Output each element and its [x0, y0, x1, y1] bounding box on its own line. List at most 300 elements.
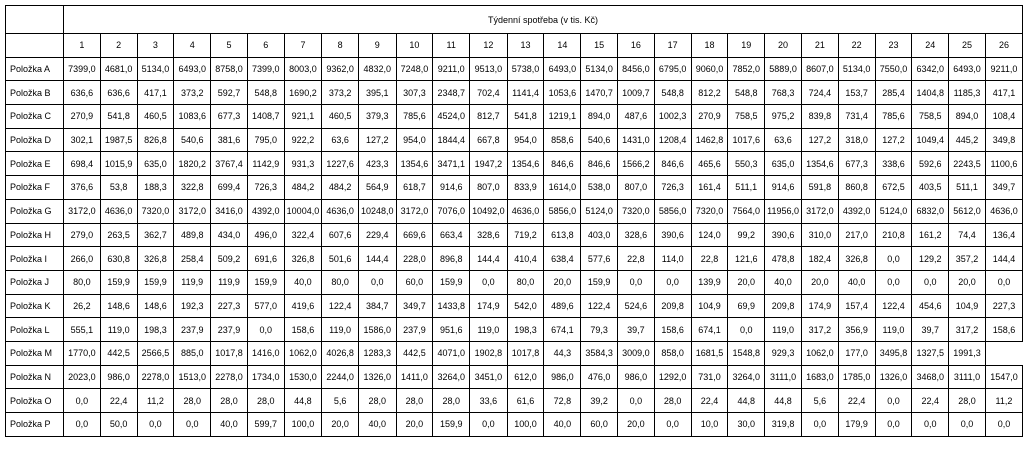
table-cell: 384,7 [359, 294, 397, 318]
table-cell: 635,0 [137, 152, 174, 176]
table-cell: 3009,0 [618, 341, 655, 365]
table-cell: 612,0 [507, 365, 544, 389]
table-cell: 44,8 [765, 389, 802, 413]
table-cell: 1566,2 [618, 152, 655, 176]
table-cell: 381,6 [211, 128, 248, 152]
table-cell: 11,2 [985, 389, 1022, 413]
table-cell: 1049,4 [912, 128, 949, 152]
table-cell: 22,8 [618, 247, 655, 271]
table-cell: 542,0 [507, 294, 544, 318]
table-cell: 826,8 [137, 128, 174, 152]
table-cell: 122,4 [581, 294, 618, 318]
table-cell: 80,0 [63, 270, 100, 294]
table-cell: 40,0 [211, 413, 248, 437]
table-cell: 1354,6 [396, 152, 433, 176]
table-cell: 702,4 [470, 81, 508, 105]
table-cell: 1416,0 [247, 341, 284, 365]
table-cell: 858,0 [654, 341, 691, 365]
table-cell: 2566,5 [137, 341, 174, 365]
table-cell: 44,3 [544, 341, 581, 365]
table-cell: 28,0 [359, 389, 397, 413]
column-header: 25 [949, 34, 986, 58]
table-cell: 726,3 [247, 176, 284, 200]
table-cell: 785,6 [396, 105, 433, 129]
table-cell: 22,4 [100, 389, 137, 413]
table-cell: 28,0 [396, 389, 433, 413]
table-cell: 33,6 [470, 389, 508, 413]
table-cell: 1354,6 [802, 152, 839, 176]
table-cell: 698,4 [63, 152, 100, 176]
table-cell: 1820,2 [174, 152, 211, 176]
table-cell: 237,9 [211, 318, 248, 342]
column-header: 26 [985, 34, 1022, 58]
column-header: 23 [875, 34, 912, 58]
table-cell: 1586,0 [359, 318, 397, 342]
table-cell: 266,0 [63, 247, 100, 271]
table-cell: 270,9 [691, 105, 728, 129]
table-cell: 1404,8 [912, 81, 949, 105]
table-cell: 1017,8 [211, 341, 248, 365]
table-cell: 40,0 [284, 270, 322, 294]
table-cell: 951,6 [433, 318, 470, 342]
table-cell: 270,9 [63, 105, 100, 129]
table-cell: 3495,8 [875, 341, 912, 365]
table-cell: 159,9 [100, 270, 137, 294]
table-cell: 227,3 [211, 294, 248, 318]
table-cell: 0,0 [63, 389, 100, 413]
header-row [6, 34, 1023, 58]
table-cell: 0,0 [654, 413, 691, 437]
table-cell: 0,0 [618, 270, 655, 294]
table-cell: 914,6 [433, 176, 470, 200]
table-cell: 10248,0 [359, 199, 397, 223]
table-cell: 44,8 [284, 389, 322, 413]
table-cell: 210,8 [875, 223, 912, 247]
table-cell: 148,6 [100, 294, 137, 318]
table-cell: 119,0 [470, 318, 508, 342]
table-cell: 509,2 [211, 247, 248, 271]
table-cell: 317,2 [802, 318, 839, 342]
table-cell: 177,0 [838, 341, 875, 365]
row-label: Položka L [6, 318, 64, 342]
table-cell: 954,0 [396, 128, 433, 152]
table-cell: 127,2 [802, 128, 839, 152]
table-cell: 5,6 [802, 389, 839, 413]
table-cell: 636,6 [100, 81, 137, 105]
table-cell: 807,0 [618, 176, 655, 200]
table-cell: 986,0 [544, 365, 581, 389]
row-label: Položka A [6, 57, 64, 81]
table-cell: 129,2 [912, 247, 949, 271]
column-header: 9 [359, 34, 397, 58]
table-cell: 4832,0 [359, 57, 397, 81]
table-cell: 921,1 [284, 105, 322, 129]
table-cell: 731,0 [691, 365, 728, 389]
table-cell: 4636,0 [507, 199, 544, 223]
table-cell: 227,3 [985, 294, 1022, 318]
table-cell: 846,6 [544, 152, 581, 176]
column-header: 15 [581, 34, 618, 58]
table-cell: 0,0 [875, 389, 912, 413]
table-cell: 555,1 [63, 318, 100, 342]
table-cell: 379,3 [359, 105, 397, 129]
table-cell: 1227,6 [322, 152, 359, 176]
table-cell: 719,2 [507, 223, 544, 247]
table-cell: 3416,0 [211, 199, 248, 223]
table-cell: 4681,0 [100, 57, 137, 81]
table-cell: 1009,7 [618, 81, 655, 105]
table-cell: 540,6 [581, 128, 618, 152]
table-cell: 1431,0 [618, 128, 655, 152]
table-row [6, 294, 1023, 318]
table-cell: 119,9 [174, 270, 211, 294]
table-cell: 40,0 [765, 270, 802, 294]
table-cell: 119,0 [875, 318, 912, 342]
table-cell: 1462,8 [691, 128, 728, 152]
table-cell: 5612,0 [949, 199, 986, 223]
table-title: Týdenní spotřeba (v tis. Kč) [63, 6, 1022, 34]
table-cell: 373,2 [174, 81, 211, 105]
table-cell: 5124,0 [875, 199, 912, 223]
table-cell: 9060,0 [691, 57, 728, 81]
table-cell: 69,9 [728, 294, 765, 318]
table-cell: 0,0 [875, 413, 912, 437]
table-cell: 487,6 [618, 105, 655, 129]
column-header: 1 [63, 34, 100, 58]
table-cell: 3172,0 [802, 199, 839, 223]
table-cell: 28,0 [247, 389, 284, 413]
table-cell: 1681,5 [691, 341, 728, 365]
column-header: 18 [691, 34, 728, 58]
table-cell: 1292,0 [654, 365, 691, 389]
table-cell: 548,8 [247, 81, 284, 105]
table-cell: 758,5 [912, 105, 949, 129]
table-cell: 159,9 [137, 270, 174, 294]
table-cell: 20,0 [728, 270, 765, 294]
table-cell: 0,0 [875, 247, 912, 271]
table-cell: 8003,0 [284, 57, 322, 81]
table-cell: 237,9 [396, 318, 433, 342]
table-cell: 7399,0 [63, 57, 100, 81]
column-header: 20 [765, 34, 802, 58]
table-cell: 158,6 [985, 318, 1022, 342]
table-row [6, 81, 1023, 105]
table-cell: 5738,0 [507, 57, 544, 81]
table-cell: 931,3 [284, 152, 322, 176]
table-cell: 4392,0 [247, 199, 284, 223]
table-cell: 0,0 [470, 270, 508, 294]
table-cell: 63,6 [765, 128, 802, 152]
table-cell: 5889,0 [765, 57, 802, 81]
table-cell: 3172,0 [174, 199, 211, 223]
table-cell: 7564,0 [728, 199, 765, 223]
table-cell: 338,6 [875, 152, 912, 176]
table-cell: 922,2 [284, 128, 322, 152]
table-cell: 636,6 [63, 81, 100, 105]
row-label: Položka C [6, 105, 64, 129]
table-cell: 127,2 [359, 128, 397, 152]
table-cell: 986,0 [618, 365, 655, 389]
table-cell: 174,9 [470, 294, 508, 318]
table-cell: 677,3 [838, 152, 875, 176]
table-cell: 410,4 [507, 247, 544, 271]
column-header: 21 [802, 34, 839, 58]
table-cell: 894,0 [581, 105, 618, 129]
table-cell: 119,9 [211, 270, 248, 294]
table-cell: 768,3 [765, 81, 802, 105]
table-cell: 326,8 [137, 247, 174, 271]
table-row [6, 389, 1023, 413]
table-cell: 3767,4 [211, 152, 248, 176]
table-cell: 119,0 [322, 318, 359, 342]
table-cell: 445,2 [949, 128, 986, 152]
table-cell: 328,6 [470, 223, 508, 247]
table-cell: 144,4 [470, 247, 508, 271]
table-cell: 0,0 [912, 413, 949, 437]
table-cell: 1283,3 [359, 341, 397, 365]
table-cell: 0,0 [174, 413, 211, 437]
table-cell: 434,0 [211, 223, 248, 247]
table-cell: 60,0 [396, 270, 433, 294]
table-cell: 5,6 [322, 389, 359, 413]
row-label: Položka H [6, 223, 64, 247]
table-row [6, 128, 1023, 152]
table-cell: 182,4 [802, 247, 839, 271]
table-cell: 460,5 [322, 105, 359, 129]
column-header: 16 [618, 34, 655, 58]
table-cell: 2348,7 [433, 81, 470, 105]
column-header: 12 [470, 34, 508, 58]
table-cell: 28,0 [433, 389, 470, 413]
table-cell: 10,0 [691, 413, 728, 437]
table-cell: 349,7 [396, 294, 433, 318]
table-cell: 3468,0 [912, 365, 949, 389]
table-cell: 896,8 [433, 247, 470, 271]
table-cell: 1062,0 [284, 341, 322, 365]
table-cell: 577,0 [247, 294, 284, 318]
table-cell: 20,0 [396, 413, 433, 437]
table-cell: 9211,0 [985, 57, 1022, 81]
table-cell: 618,7 [396, 176, 433, 200]
table-cell: 326,8 [284, 247, 322, 271]
table-cell: 139,9 [691, 270, 728, 294]
table-row [6, 365, 1023, 389]
table-cell: 496,0 [247, 223, 284, 247]
table-cell: 22,8 [691, 247, 728, 271]
row-label: Položka D [6, 128, 64, 152]
table-cell: 1991,3 [949, 341, 986, 365]
table-cell: 1219,1 [544, 105, 581, 129]
table-cell: 229,4 [359, 223, 397, 247]
table-cell: 3172,0 [63, 199, 100, 223]
table-cell: 9362,0 [322, 57, 359, 81]
table-cell: 478,8 [765, 247, 802, 271]
table-cell: 79,3 [581, 318, 618, 342]
table-cell: 1734,0 [247, 365, 284, 389]
table-cell: 846,6 [581, 152, 618, 176]
column-header: 11 [433, 34, 470, 58]
table-cell: 39,7 [618, 318, 655, 342]
table-cell: 423,3 [359, 152, 397, 176]
table-cell: 1327,5 [912, 341, 949, 365]
table-cell: 4524,0 [433, 105, 470, 129]
table-cell: 6832,0 [912, 199, 949, 223]
table-cell: 1433,8 [433, 294, 470, 318]
table-cell: 954,0 [507, 128, 544, 152]
table-cell: 5856,0 [654, 199, 691, 223]
column-header: 13 [507, 34, 544, 58]
column-header: 6 [247, 34, 284, 58]
table-row [6, 247, 1023, 271]
table-cell: 846,6 [654, 152, 691, 176]
table-cell: 119,0 [100, 318, 137, 342]
table-cell: 7320,0 [618, 199, 655, 223]
table-cell: 9211,0 [433, 57, 470, 81]
table-cell: 1015,9 [100, 152, 137, 176]
table-cell: 3584,3 [581, 341, 618, 365]
table-cell: 4636,0 [322, 199, 359, 223]
table-cell: 795,0 [247, 128, 284, 152]
table-cell: 179,9 [838, 413, 875, 437]
table-cell: 263,5 [100, 223, 137, 247]
table-cell: 548,8 [654, 81, 691, 105]
row-label: Položka O [6, 389, 64, 413]
table-cell: 1185,3 [949, 81, 986, 105]
table-cell: 550,3 [728, 152, 765, 176]
table-cell: 161,4 [691, 176, 728, 200]
column-header: 5 [211, 34, 248, 58]
table-cell: 349,8 [985, 128, 1022, 152]
table-cell: 279,0 [63, 223, 100, 247]
table-cell: 20,0 [949, 270, 986, 294]
table-cell: 318,0 [838, 128, 875, 152]
table-cell: 1683,0 [802, 365, 839, 389]
table-cell: 237,9 [174, 318, 211, 342]
table-cell: 40,0 [359, 413, 397, 437]
table-cell: 511,1 [728, 176, 765, 200]
table-cell: 489,8 [174, 223, 211, 247]
table-cell: 460,5 [137, 105, 174, 129]
table-cell: 356,9 [838, 318, 875, 342]
table-cell: 310,0 [802, 223, 839, 247]
table-cell: 60,0 [581, 413, 618, 437]
table-cell: 1083,6 [174, 105, 211, 129]
table-cell: 538,0 [581, 176, 618, 200]
table-cell: 5124,0 [581, 199, 618, 223]
table-cell: 6493,0 [174, 57, 211, 81]
table-cell: 228,0 [396, 247, 433, 271]
table-cell: 119,0 [765, 318, 802, 342]
table-cell: 1142,9 [247, 152, 284, 176]
table-cell: 22,4 [691, 389, 728, 413]
table-cell: 174,9 [802, 294, 839, 318]
corner-cell [6, 6, 64, 34]
table-cell: 159,9 [247, 270, 284, 294]
table-cell: 1785,0 [838, 365, 875, 389]
table-cell: 40,0 [544, 413, 581, 437]
table-cell: 26,2 [63, 294, 100, 318]
table-cell: 159,9 [581, 270, 618, 294]
table-cell: 28,0 [174, 389, 211, 413]
table-cell: 39,2 [581, 389, 618, 413]
table-cell: 1548,8 [728, 341, 765, 365]
table-cell: 7320,0 [137, 199, 174, 223]
table-cell: 3264,0 [433, 365, 470, 389]
table-cell: 1354,6 [507, 152, 544, 176]
column-header: 2 [100, 34, 137, 58]
table-cell: 122,4 [875, 294, 912, 318]
table-cell: 699,4 [211, 176, 248, 200]
table-cell: 812,7 [470, 105, 508, 129]
table-cell: 6493,0 [544, 57, 581, 81]
table-cell: 108,4 [985, 105, 1022, 129]
table-cell: 4636,0 [100, 199, 137, 223]
table-cell: 20,0 [322, 413, 359, 437]
table-cell: 349,7 [985, 176, 1022, 200]
table-cell: 785,6 [875, 105, 912, 129]
table-cell: 1513,0 [174, 365, 211, 389]
header-corner-cell [6, 34, 64, 58]
table-cell: 1614,0 [544, 176, 581, 200]
table-cell: 10004,0 [284, 199, 322, 223]
table-cell: 0,0 [949, 413, 986, 437]
table-cell: 8607,0 [802, 57, 839, 81]
table-cell: 524,6 [618, 294, 655, 318]
row-label: Položka K [6, 294, 64, 318]
table-cell: 28,0 [654, 389, 691, 413]
table-cell: 4636,0 [985, 199, 1022, 223]
table-cell: 217,0 [838, 223, 875, 247]
table-cell: 11956,0 [765, 199, 802, 223]
table-cell: 812,2 [691, 81, 728, 105]
row-label: Položka J [6, 270, 64, 294]
table-cell: 11,2 [137, 389, 174, 413]
table-cell: 6342,0 [912, 57, 949, 81]
table-cell: 7852,0 [728, 57, 765, 81]
table-cell: 2278,0 [211, 365, 248, 389]
table-cell: 1470,7 [581, 81, 618, 105]
table-row [6, 318, 1023, 342]
table-cell: 395,1 [359, 81, 397, 105]
table-cell: 63,6 [322, 128, 359, 152]
table-cell: 159,9 [433, 270, 470, 294]
table-cell: 599,7 [247, 413, 284, 437]
column-header: 7 [284, 34, 322, 58]
table-cell: 7248,0 [396, 57, 433, 81]
table-cell: 28,0 [211, 389, 248, 413]
table-cell: 198,3 [137, 318, 174, 342]
table-cell: 148,6 [137, 294, 174, 318]
table-cell: 484,2 [284, 176, 322, 200]
table-cell: 161,2 [912, 223, 949, 247]
row-label: Položka M [6, 341, 64, 365]
table-cell: 22,4 [912, 389, 949, 413]
row-label: Položka I [6, 247, 64, 271]
table-cell: 3264,0 [728, 365, 765, 389]
table-cell: 1547,0 [985, 365, 1022, 389]
row-label: Položka N [6, 365, 64, 389]
table-cell: 442,5 [100, 341, 137, 365]
table-cell: 476,0 [581, 365, 618, 389]
table-cell: 20,0 [544, 270, 581, 294]
table-row [6, 176, 1023, 200]
table-cell: 1017,6 [728, 128, 765, 152]
table-cell: 667,8 [470, 128, 508, 152]
table-cell: 121,6 [728, 247, 765, 271]
table-cell: 153,7 [838, 81, 875, 105]
column-header: 3 [137, 34, 174, 58]
table-cell: 100,0 [507, 413, 544, 437]
